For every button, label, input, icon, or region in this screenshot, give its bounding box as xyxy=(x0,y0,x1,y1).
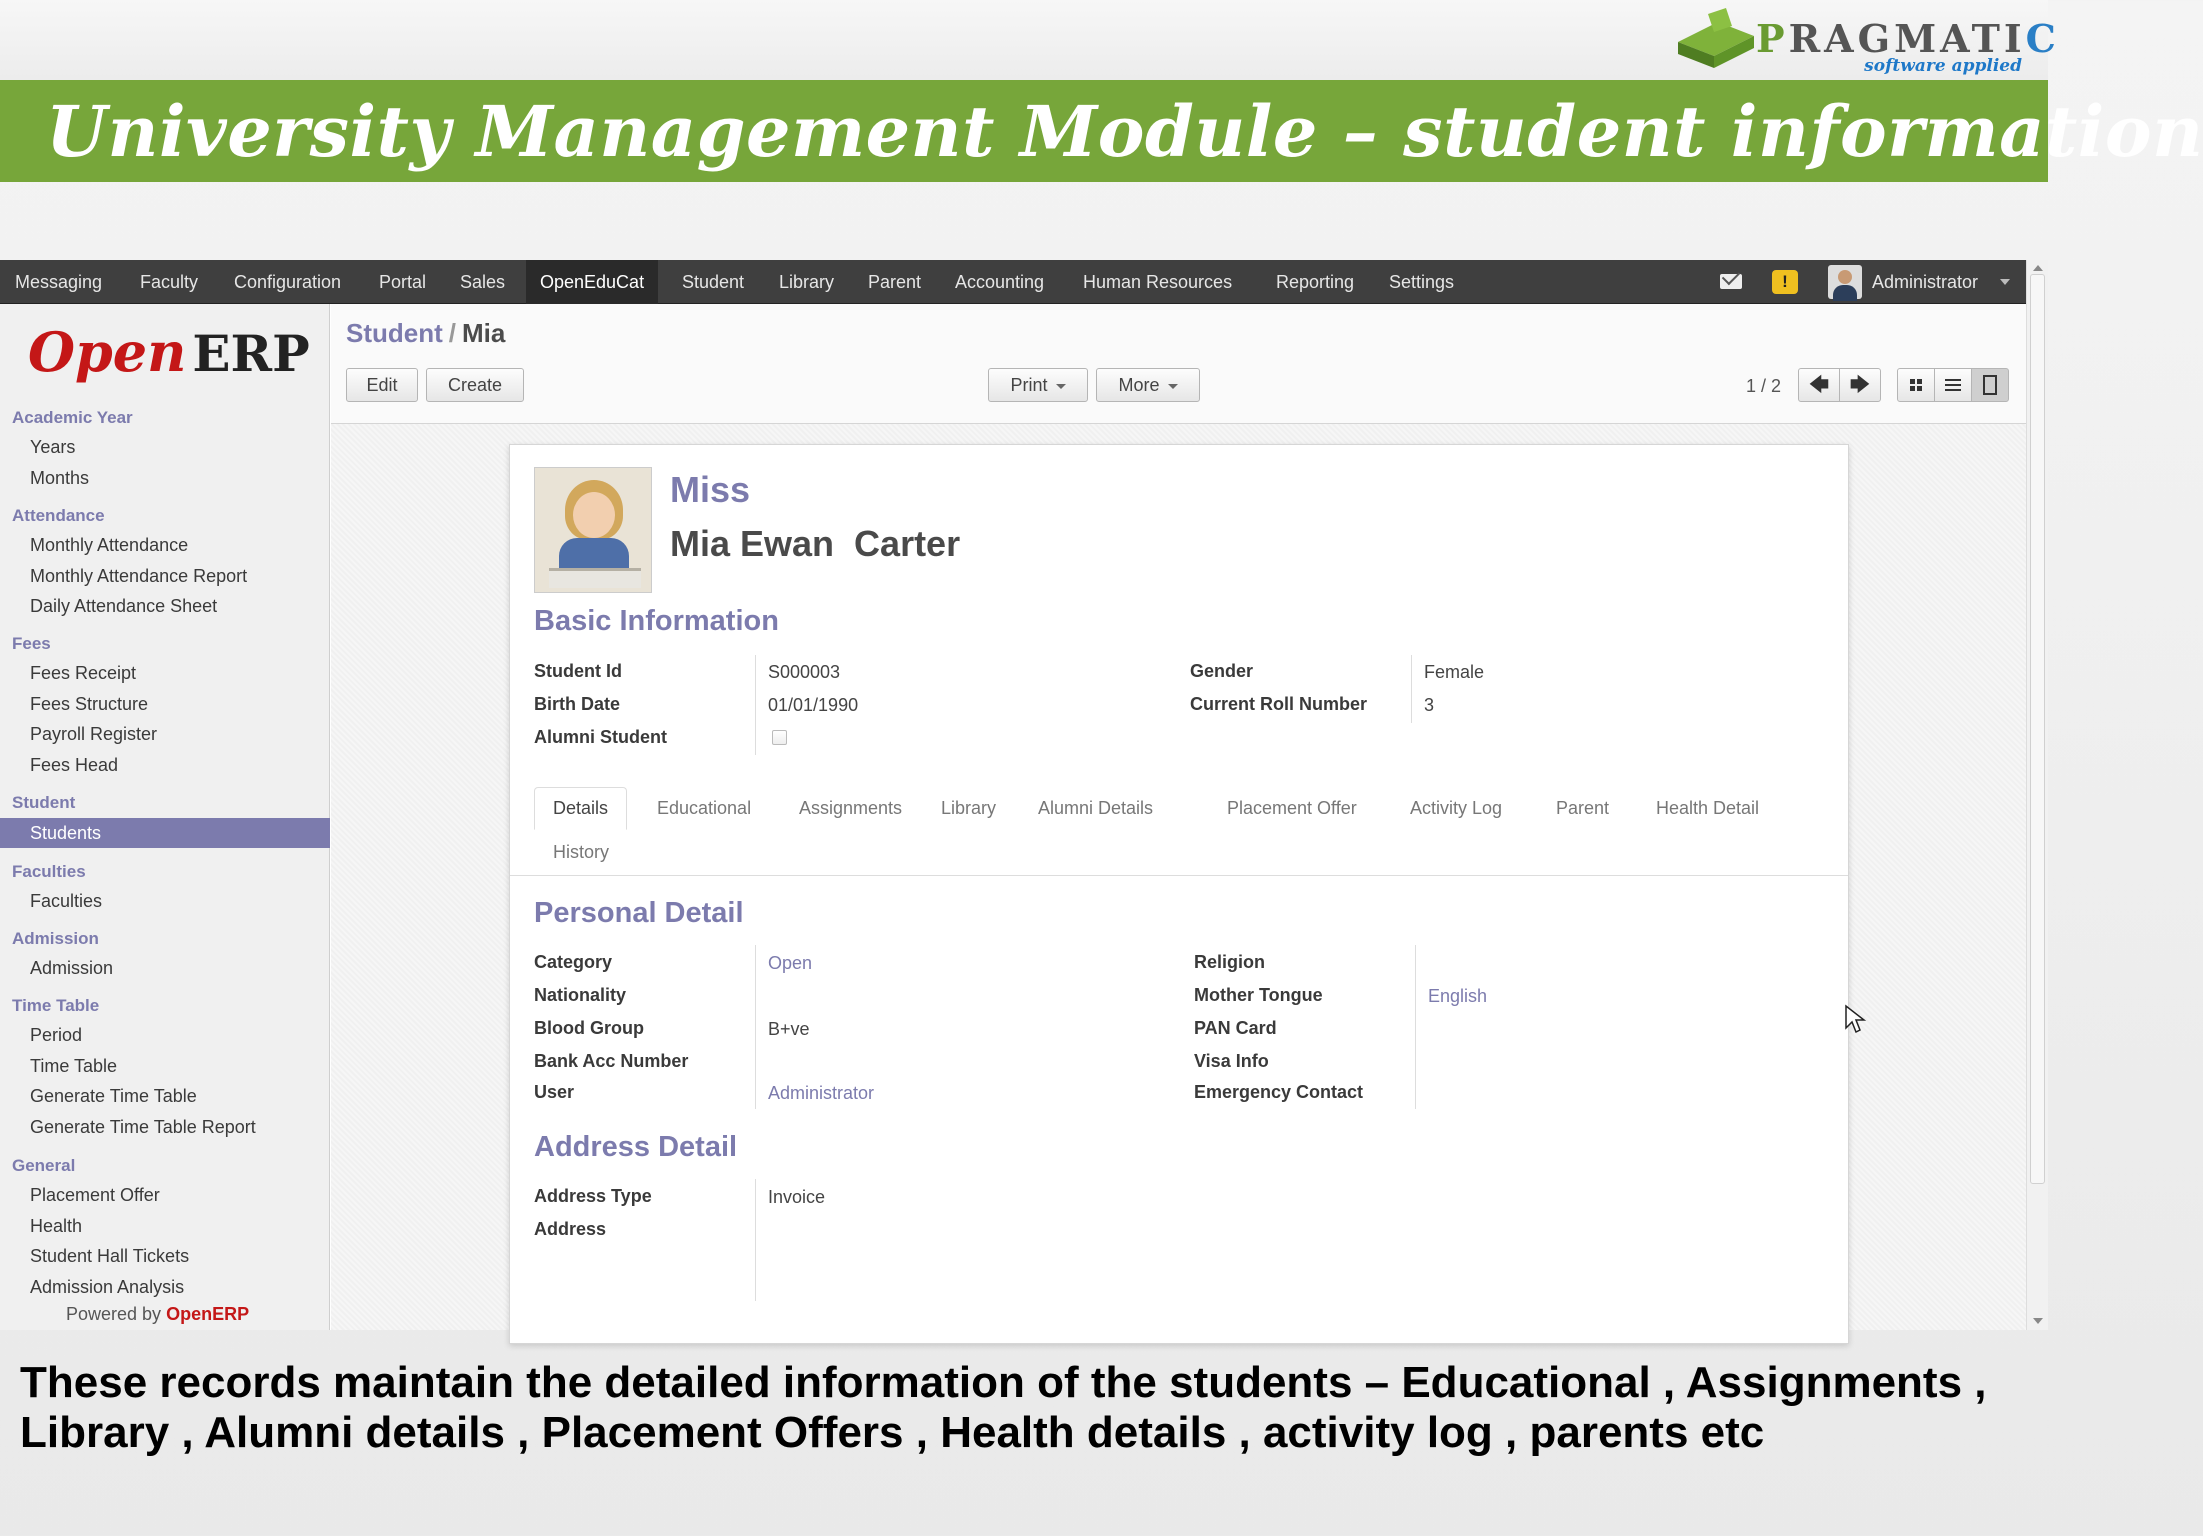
sidebar-item-students[interactable]: Students xyxy=(30,823,102,843)
user-value[interactable]: Administrator xyxy=(768,1083,875,1103)
openerp-window xyxy=(0,260,2048,1330)
pragmatic-logo xyxy=(1674,6,2060,78)
sidebar-section-faculties: Faculties xyxy=(12,862,86,881)
arrow-right-icon: 🡆 xyxy=(1849,374,1871,396)
field-divider xyxy=(755,1179,756,1301)
breadcrumb-current: Mia xyxy=(462,318,506,348)
sidebar-item-admission-analysis[interactable]: Admission Analysis xyxy=(30,1277,185,1297)
address-label: Address xyxy=(534,1219,607,1239)
tab-activity-log[interactable]: Activity Log xyxy=(1410,798,1503,818)
edit-button[interactable]: Edit xyxy=(346,368,418,402)
nav-sales[interactable]: Sales xyxy=(460,272,506,292)
previous-record-button[interactable] xyxy=(1798,368,1840,402)
nav-portal[interactable]: Portal xyxy=(379,272,427,292)
bank-acc-number-label: Bank Acc Number xyxy=(534,1051,689,1071)
breadcrumb: Student / Mia xyxy=(346,318,506,348)
visa-info-label: Visa Info xyxy=(1194,1051,1269,1071)
mother-tongue-label: Mother Tongue xyxy=(1194,985,1323,1005)
nav-faculty[interactable]: Faculty xyxy=(140,272,199,292)
sidebar-section-general: General xyxy=(12,1156,76,1175)
sidebar-item-fees-structure[interactable]: Fees Structure xyxy=(30,694,149,714)
pager-value[interactable]: 1 / 2 xyxy=(1746,376,1782,396)
sidebar-section-fees: Fees xyxy=(12,634,51,653)
powered-by: Powered by OpenERP xyxy=(66,1304,250,1324)
address-type-value: Invoice xyxy=(768,1187,826,1207)
sidebar-item-monthly-attendance[interactable]: Monthly Attendance xyxy=(30,535,189,555)
nav-parent[interactable]: Parent xyxy=(868,272,922,292)
sidebar-item-years[interactable]: Years xyxy=(30,437,76,457)
nationality-label: Nationality xyxy=(534,985,627,1005)
chevron-down-icon xyxy=(1168,384,1178,389)
nav-reporting[interactable]: Reporting xyxy=(1276,272,1355,292)
openerp-link[interactable]: OpenERP xyxy=(166,1304,250,1324)
sidebar-item-period[interactable]: Period xyxy=(30,1025,83,1045)
sidebar-item-health[interactable]: Health xyxy=(30,1216,83,1236)
tab-placement-offer[interactable]: Placement Offer xyxy=(1227,798,1357,818)
user-menu[interactable]: Administrator xyxy=(1872,272,1979,292)
sidebar xyxy=(0,304,330,1330)
sidebar-section-admission: Admission xyxy=(12,929,99,948)
birth-date-label: Birth Date xyxy=(534,694,621,714)
alumni-student-checkbox[interactable] xyxy=(772,730,787,745)
alumni-student-label: Alumni Student xyxy=(534,727,667,747)
mouse-cursor-icon xyxy=(1844,1004,1864,1034)
field-divider xyxy=(755,945,756,1109)
mail-icon[interactable] xyxy=(1720,274,1742,289)
tab-health-detail[interactable]: Health Detail xyxy=(1656,798,1760,818)
gender-label: Gender xyxy=(1190,661,1254,681)
sidebar-item-fees-head[interactable]: Fees Head xyxy=(30,755,119,775)
sidebar-item-daily-attendance-sheet[interactable]: Daily Attendance Sheet xyxy=(30,596,218,616)
tab-educational[interactable]: Educational xyxy=(657,798,752,818)
sidebar-item-payroll-register[interactable]: Payroll Register xyxy=(30,724,158,744)
create-button[interactable]: Create xyxy=(426,368,524,402)
alert-icon[interactable]: ! xyxy=(1772,270,1798,294)
next-record-button[interactable] xyxy=(1839,368,1881,402)
sidebar-item-admission[interactable]: Admission xyxy=(30,958,114,978)
slide-title-bar xyxy=(0,80,2203,182)
page-scrollbar[interactable] xyxy=(2026,260,2048,1330)
tab-history[interactable]: History xyxy=(553,842,610,862)
print-button[interactable]: Print xyxy=(988,368,1088,402)
birth-date-value: 01/01/1990 xyxy=(768,695,859,715)
pragmatic-tagline: software applied xyxy=(1864,56,2022,76)
openerp-logo[interactable]: Open ERP xyxy=(28,320,310,384)
category-label: Category xyxy=(534,952,613,972)
user-avatar[interactable] xyxy=(1828,265,1862,299)
emergency-contact-label: Emergency Contact xyxy=(1194,1082,1364,1102)
pan-card-label: PAN Card xyxy=(1194,1018,1277,1038)
slide-caption: These records maintain the detailed information of the students – Educational , Assignments , Library , Alumni details , Placement Offers , Health details , activity log , parents etc xyxy=(20,1358,1987,1457)
kanban-view-button[interactable] xyxy=(1897,368,1935,402)
nav-settings[interactable]: Settings xyxy=(1389,272,1455,292)
user-label: User xyxy=(534,1082,575,1102)
category-value[interactable]: Open xyxy=(768,953,813,973)
nav-library[interactable]: Library xyxy=(779,272,835,292)
main-content xyxy=(331,304,2026,1330)
sidebar-item-months[interactable]: Months xyxy=(30,468,90,488)
kanban-icon xyxy=(1908,377,1924,393)
basic-information-title: Basic Information xyxy=(534,605,779,637)
nav-messaging[interactable]: Messaging xyxy=(15,272,103,292)
personal-detail-title: Personal Detail xyxy=(534,897,744,929)
field-divider xyxy=(1411,655,1412,723)
scroll-down-icon[interactable] xyxy=(2033,1318,2043,1324)
pragmatic-wordmark: PRAGMATIC xyxy=(1756,16,2060,61)
nav-student[interactable]: Student xyxy=(682,272,745,292)
nav-openeducat[interactable]: OpenEduCat xyxy=(526,260,658,304)
sidebar-item-fees-receipt[interactable]: Fees Receipt xyxy=(30,663,137,683)
address-type-label: Address Type xyxy=(534,1186,652,1206)
chevron-down-icon[interactable] xyxy=(2000,279,2010,285)
student-salutation: Miss xyxy=(670,469,751,510)
blood-group-label: Blood Group xyxy=(534,1018,644,1038)
more-button[interactable]: More xyxy=(1096,368,1200,402)
religion-label: Religion xyxy=(1194,952,1265,972)
nav-accounting[interactable]: Accounting xyxy=(955,272,1045,292)
chevron-down-icon xyxy=(1056,384,1066,389)
form-view-button[interactable] xyxy=(1971,368,2009,402)
roll-number-value: 3 xyxy=(1424,695,1435,715)
sidebar-item-monthly-attendance-report[interactable]: Monthly Attendance Report xyxy=(30,566,248,586)
roll-number-label: Current Roll Number xyxy=(1190,694,1368,714)
nav-human-resources[interactable]: Human Resources xyxy=(1083,272,1233,292)
list-view-button[interactable] xyxy=(1934,368,1972,402)
tab-parent[interactable]: Parent xyxy=(1556,798,1610,818)
tab-divider xyxy=(510,875,1848,876)
pragmatic-mark-icon xyxy=(1674,8,1758,72)
student-photo[interactable] xyxy=(534,467,652,593)
sidebar-item-time-table[interactable]: Time Table xyxy=(30,1056,118,1076)
student-name: Mia Ewan Carter xyxy=(670,523,961,564)
nav-configuration[interactable]: Configuration xyxy=(234,272,342,292)
sidebar-item-generate-time-table[interactable]: Generate Time Table xyxy=(30,1086,197,1106)
slide-title: University Management Module – student information xyxy=(46,90,2203,173)
field-divider xyxy=(1415,945,1416,1109)
mother-tongue-value[interactable]: English xyxy=(1428,986,1488,1006)
sidebar-item-student-hall-tickets[interactable]: Student Hall Tickets xyxy=(30,1246,190,1266)
sidebar-item-faculties[interactable]: Faculties xyxy=(30,891,103,911)
tab-details[interactable]: Details xyxy=(534,787,627,830)
top-navigation xyxy=(0,260,2026,304)
sidebar-item-generate-time-table-report[interactable]: Generate Time Table Report xyxy=(30,1117,256,1137)
gender-value: Female xyxy=(1424,662,1485,682)
blood-group-value: B+ve xyxy=(768,1019,810,1039)
sidebar-section-attendance: Attendance xyxy=(12,506,105,525)
form-icon xyxy=(1982,375,1998,395)
tab-alumni-details[interactable]: Alumni Details xyxy=(1038,798,1154,818)
scroll-thumb[interactable] xyxy=(2030,274,2045,1184)
sidebar-section-time-table: Time Table xyxy=(12,996,100,1015)
student-id-value: S000003 xyxy=(768,662,841,682)
sidebar-item-placement-offer[interactable]: Placement Offer xyxy=(30,1185,160,1205)
list-icon xyxy=(1944,377,1962,393)
arrow-left-icon: 🡄 xyxy=(1808,374,1830,396)
tab-assignments[interactable]: Assignments xyxy=(799,798,903,818)
sidebar-section-student: Student xyxy=(12,793,76,812)
field-divider xyxy=(755,655,756,755)
tab-library[interactable]: Library xyxy=(941,798,997,818)
breadcrumb-parent[interactable]: Student xyxy=(346,318,443,348)
address-detail-title: Address Detail xyxy=(534,1131,738,1163)
sidebar-section-academic-year: Academic Year xyxy=(12,408,133,427)
student-id-label: Student Id xyxy=(534,661,622,681)
student-form-sheet xyxy=(509,444,1849,1344)
scroll-up-icon[interactable] xyxy=(2033,265,2043,271)
